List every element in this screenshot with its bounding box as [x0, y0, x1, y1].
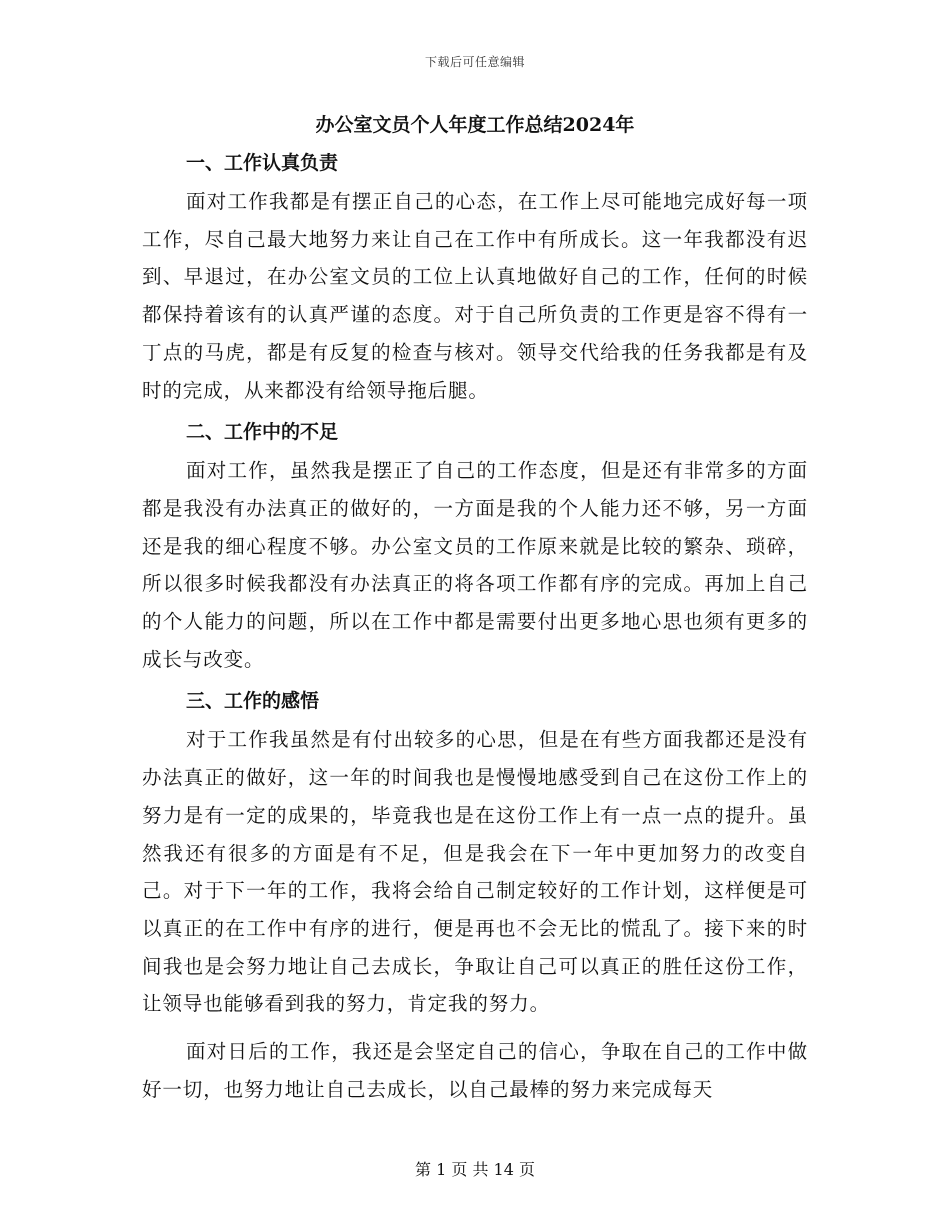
section-heading-1: 一、工作认真负责 — [186, 152, 339, 174]
page-header-note: 下载后可任意编辑 — [424, 55, 525, 69]
section-heading-2: 二、工作中的不足 — [186, 421, 339, 444]
section-1-paragraph: 面对工作我都是有摆正自己的心态，在工作上尽可能地完成好每一项工作，尽自己最大地努力来让自己在工作中有所成长。这一年我都没有迟到、早退过，在办公室文员的工位上认真地做好自己的工作，任何的时候都保持着该有的认真严谨的态度。对于自己所负责的工作更是容不得有一丁点的马虎，都是有反复的检查与核对。领导交代给我的任务我都是有及时的完成，从来都没有给领导拖后腿。 — [142, 190, 808, 402]
document-body — [142, 112, 808, 1114]
section-3-paragraph-2: 面对日后的工作，我还是会坚定自己的信心，争取在自己的工作中做好一切，也努力地让自己去成长，以自己最棒的努力来完成每天 — [142, 1040, 808, 1101]
section-heading-3: 三、工作的感悟 — [186, 690, 320, 713]
section-2-paragraph: 面对工作，虽然我是摆正了自己的工作态度，但是还有非常多的方面都是我没有办法真正的做好的，一方面是我的个人能力还不够，另一方面还是我的细心程度不够。办公室文员的工作原来就是比较的繁杂、琐碎，所以很多时候我都没有办法真正的将各项工作都有序的完成。再加上自己的个人能力的问题，所以在工作中都是需要付出更多地心思也须有更多的成长与改变。 — [142, 459, 808, 671]
page-number-footer: 第 1 页 共 14 页 — [415, 1160, 535, 1179]
section-3-paragraph-1: 对于工作我虽然是有付出较多的心思，但是在有些方面我都还是没有办法真正的做好，这一年的时间我也是慢慢地感受到自己在这份工作上的努力是有一定的成果的，毕竟我也是在这份工作上有一点一点的提升。虽然我还有很多的方面是有不足，但是我会在下一年中更加努力的改变自己。对于下一年的工作，我将会给自己制定较好的工作计划，这样便是可以真正的在工作中有序的进行，便是再也不会无比的慌乱了。接下来的时间我也是会努力地让自己去成长，争取让自己可以真正的胜任这份工作，让领导也能够看到我的努力，肯定我的努力。 — [142, 728, 808, 1016]
document-title: 办公室文员个人年度工作总结2024年 — [315, 114, 635, 136]
